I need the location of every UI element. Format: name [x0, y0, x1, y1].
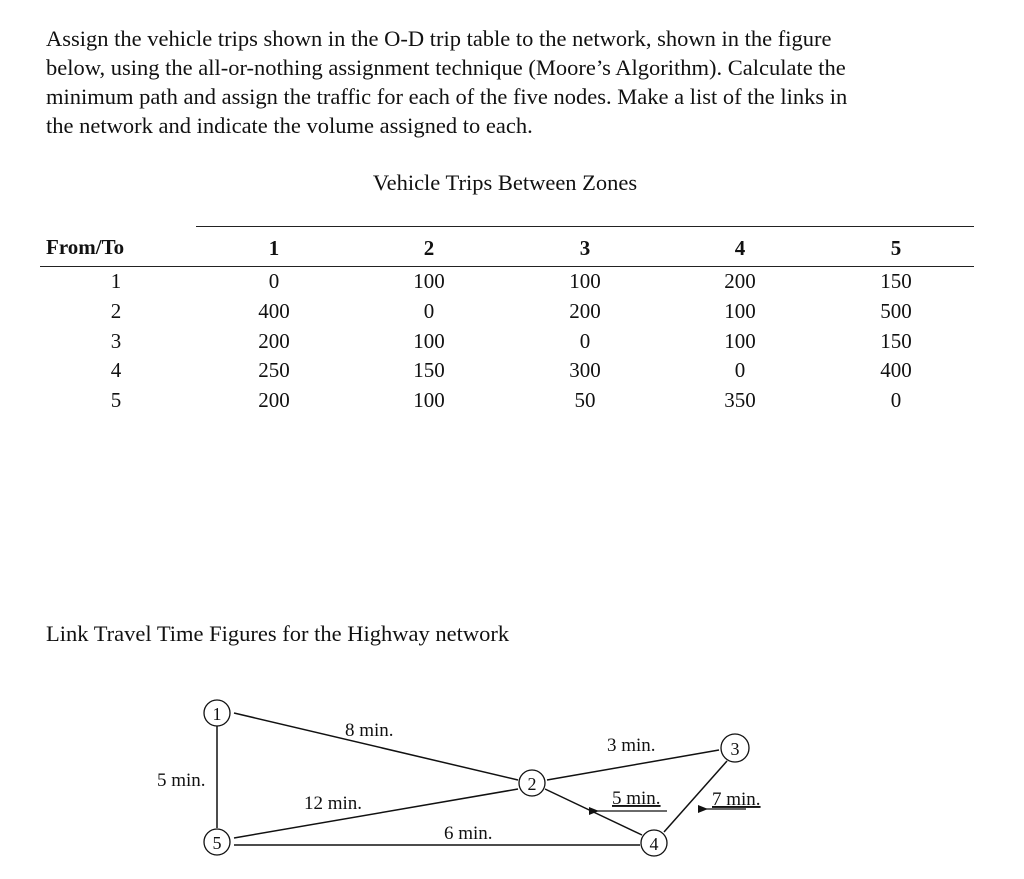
table-cell: 300: [569, 358, 601, 382]
table-cell: 500: [880, 299, 912, 323]
table-cell: 100: [724, 299, 756, 323]
table-cell: 250: [258, 358, 290, 382]
row-label: 2: [110, 299, 122, 323]
column-header: 5: [890, 236, 902, 260]
table-cell: 200: [258, 388, 290, 412]
link-2-4-time: 5 min.: [612, 788, 661, 809]
table-cell: 0: [423, 299, 435, 323]
link-3-4-time: 7 min.: [712, 789, 761, 810]
node-1-label: 1: [212, 704, 222, 724]
table-cell: 200: [724, 269, 756, 293]
problem-line: the network and indicate the volume assigned to each.: [46, 113, 533, 138]
table-cell: 0: [268, 269, 280, 293]
row-label: 1: [110, 269, 122, 293]
table-corner-label: From/To: [46, 235, 125, 259]
table-cell: 200: [258, 329, 290, 353]
table-cell: 100: [413, 388, 445, 412]
node-3-label: 3: [730, 739, 740, 759]
link-5-2-time: 12 min.: [304, 793, 363, 814]
table-cell: 200: [569, 299, 601, 323]
table-cell: 100: [413, 329, 445, 353]
table-cell: 150: [413, 358, 445, 382]
table-cell: 100: [724, 329, 756, 353]
column-header: 2: [423, 236, 435, 260]
table-cell: 100: [413, 269, 445, 293]
table-cell: 0: [579, 329, 591, 353]
column-header: 1: [268, 236, 280, 260]
row-label: 5: [110, 388, 122, 412]
row-label: 3: [110, 329, 122, 353]
link-5-4-time: 6 min.: [444, 823, 493, 844]
column-header: 3: [579, 236, 591, 260]
link-2-3-time: 3 min.: [607, 735, 656, 756]
node-4-label: 4: [649, 834, 659, 854]
table-cell: 400: [880, 358, 912, 382]
node-2-label: 2: [527, 774, 537, 794]
table-caption: Vehicle Trips Between Zones: [372, 170, 638, 195]
table-cell: 350: [724, 388, 756, 412]
link-1-2-time: 8 min.: [345, 720, 394, 741]
table-cell: 0: [890, 388, 902, 412]
table-cell: 400: [258, 299, 290, 323]
table-cell: 0: [734, 358, 746, 382]
table-cell: 150: [880, 269, 912, 293]
table-cell: 50: [574, 388, 596, 412]
figure-caption: Link Travel Time Figures for the Highway network: [46, 621, 510, 646]
table-cell: 100: [569, 269, 601, 293]
problem-line: below, using the all-or-nothing assignment technique (Moore’s Algorithm). Calculate the: [46, 55, 846, 80]
row-label: 4: [110, 358, 122, 382]
problem-line: minimum path and assign the traffic for each of the five nodes. Make a list of the links in: [46, 84, 848, 109]
column-header: 4: [734, 236, 746, 260]
table-cell: 150: [880, 329, 912, 353]
problem-line: Assign the vehicle trips shown in the O-D trip table to the network, shown in the figure: [46, 26, 832, 51]
node-5-label: 5: [212, 833, 222, 853]
link-1-5-time: 5 min.: [157, 770, 206, 791]
